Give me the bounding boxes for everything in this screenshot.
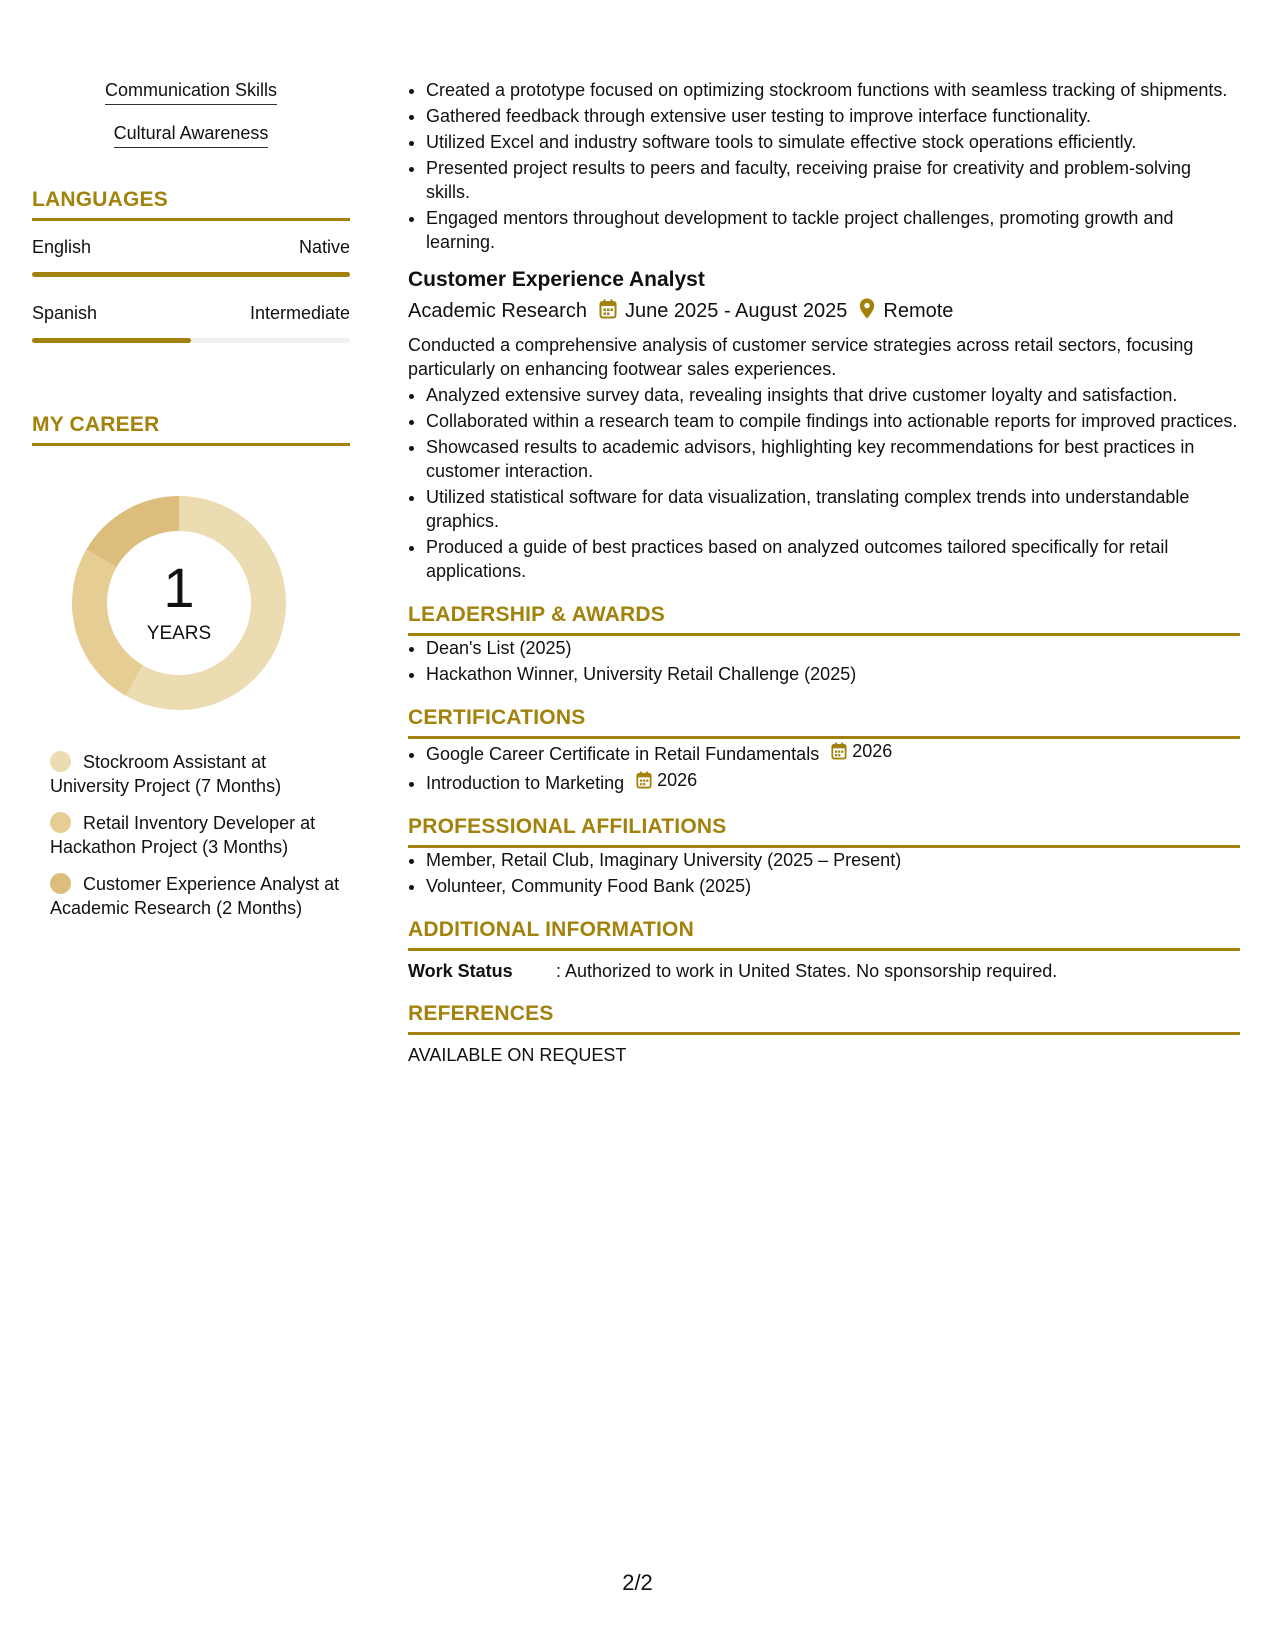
language-bar (32, 338, 350, 343)
language-level: Intermediate (249, 303, 350, 323)
language-bar-fill (32, 338, 191, 343)
language-english (32, 237, 350, 277)
legend-label: Customer Experience Analyst at Academic Research (2 Months) (50, 874, 340, 918)
language-name: English (32, 237, 92, 257)
job-summary: Conducted a comprehensive analysis of customer service strategies across retail sectors, focusing particularly on enhancing footwear sales experiences. (408, 335, 1194, 379)
language-spanish (32, 303, 350, 343)
work-status-row (408, 961, 1240, 982)
leadership-title: LEADERSHIP & AWARDS (408, 603, 1240, 636)
calendar-icon (636, 771, 652, 789)
bullet-item: • Produced a guide of best practices based on analyzed outcomes tailored specifically for retail applications. (426, 535, 1240, 583)
affiliations-title: PROFESSIONAL AFFILIATIONS (408, 815, 1240, 848)
work-status-value: : Authorized to work in United States. No sponsorship required. (556, 961, 1058, 981)
calendar-icon (599, 299, 617, 325)
references-title: REFERENCES (408, 1002, 1240, 1035)
certifications-list (408, 739, 1240, 795)
calendar-icon (831, 742, 847, 760)
language-level: Native (298, 237, 350, 257)
certification-item (426, 739, 1240, 766)
legend-dot (50, 751, 71, 772)
job-dates: June 2025 - August 2025 (624, 300, 848, 322)
career-legend-item (50, 872, 340, 920)
certification-item (426, 768, 1240, 795)
bullet-item: • Engaged mentors throughout development to tackle project challenges, promoting growth and learning. (426, 206, 1240, 254)
certification-year: 2026 (657, 770, 698, 790)
languages-title: LANGUAGES (32, 188, 350, 221)
additional-info-title: ADDITIONAL INFORMATION (408, 918, 1240, 951)
left-column (32, 80, 350, 933)
language-bar-fill (32, 272, 350, 277)
legend-dot (50, 873, 71, 894)
bullet-item: • Gathered feedback through extensive user testing to improve interface functionality. (426, 104, 1240, 128)
list-item: • Member, Retail Club, Imaginary University (2025 – Present) (426, 848, 1240, 872)
bullet-item: • Analyzed extensive survey data, revealing insights that drive customer loyalty and satisfaction. (426, 383, 1240, 407)
certification-name: Google Career Certificate in Retail Fundamentals (426, 744, 820, 764)
career-title: MY CAREER (32, 413, 350, 446)
legend-label: Retail Inventory Developer at Hackathon Project (3 Months) (50, 813, 316, 857)
work-status-label: Work Status (408, 961, 513, 981)
certifications-title: CERTIFICATIONS (408, 706, 1240, 739)
job-location: Remote (883, 300, 954, 322)
bullet-item: • Utilized statistical software for data visualization, translating complex trends into understandable graphics. (426, 485, 1240, 533)
skill-tag (32, 80, 350, 105)
list-item: • Dean's List (2025) (426, 636, 1240, 660)
previous-job-bullets (408, 78, 1240, 254)
job-company: Academic Research (408, 300, 587, 322)
career-donut-chart (66, 490, 292, 716)
career-legend (50, 750, 340, 920)
list-item: • Volunteer, Community Food Bank (2025) (426, 874, 1240, 898)
career-legend-item (50, 750, 340, 798)
bullet-item: • Utilized Excel and industry software tools to simulate effective stock operations efficiently. (426, 130, 1240, 154)
skill-label: Cultural Awareness (114, 123, 269, 148)
bullet-item: • Presented project results to peers and faculty, receiving praise for creativity and problem-solving skills. (426, 156, 1240, 204)
career-total-number: 1 (163, 556, 195, 619)
career-legend-item (50, 811, 340, 859)
language-name: Spanish (32, 303, 98, 323)
certification-name: Introduction to Marketing (426, 773, 625, 793)
affiliations-list (408, 848, 1240, 898)
job-bullets (408, 383, 1240, 583)
skill-label: Communication Skills (105, 80, 277, 105)
bullet-item: • Created a prototype focused on optimizing stockroom functions with seamless tracking of shipments. (426, 78, 1240, 102)
legend-dot (50, 812, 71, 833)
bullet-item: • Collaborated within a research team to compile findings into actionable reports for improved practices. (426, 409, 1240, 433)
page-number: 2/2 (622, 1570, 653, 1595)
location-pin-icon (859, 298, 875, 325)
bullet-item: • Showcased results to academic advisors, highlighting key recommendations for best practices in customer interaction. (426, 435, 1240, 483)
certification-year: 2026 (852, 741, 893, 761)
list-item: • Hackathon Winner, University Retail Challenge (2025) (426, 662, 1240, 686)
references-text: AVAILABLE ON REQUEST (408, 1045, 627, 1065)
right-column (408, 78, 1240, 1066)
skill-tag (32, 123, 350, 148)
legend-label: Stockroom Assistant at University Project (7 Months) (50, 752, 282, 796)
job-title: Customer Experience Analyst (408, 268, 705, 291)
leadership-list (408, 636, 1240, 686)
career-total-unit: YEARS (146, 623, 212, 644)
language-bar (32, 272, 350, 277)
job-meta (408, 298, 1240, 325)
